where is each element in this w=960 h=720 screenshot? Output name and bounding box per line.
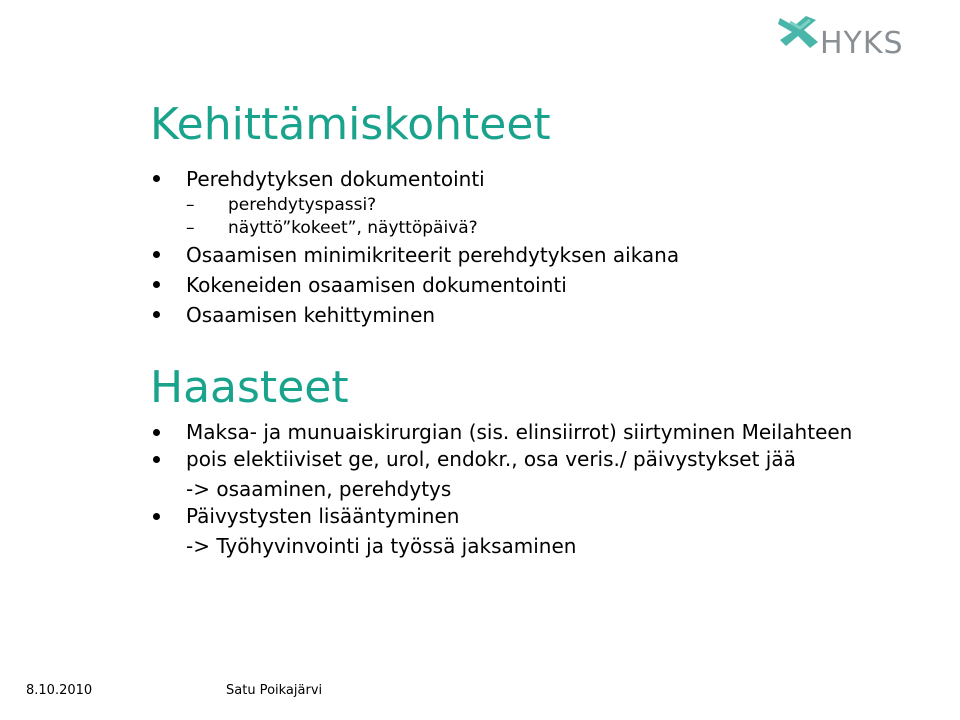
sub-list [150,194,940,240]
bullet-icon [153,281,160,288]
bullet-icon [153,429,160,436]
list-item [150,420,940,444]
improvement-list [150,164,940,330]
list-item [150,447,940,471]
list-item [150,270,940,300]
hyks-logo [776,12,916,60]
list-item-text: pois elektiiviset ge, urol, endokr., osa veris./ päivystykset jää [186,447,796,471]
list-item-text: Kokeneiden osaamisen dokumentointi [186,273,567,297]
list-item-text: Perehdytyksen dokumentointi [186,167,485,191]
bullet-icon [153,456,160,463]
bullet-icon [153,175,160,182]
bullet-icon [153,513,160,520]
list-item-continuation [150,474,940,504]
dash-icon: – [186,218,195,238]
bullet-icon [153,251,160,258]
sub-list-item-text: näyttö”kokeet”, näyttöpäivä? [228,218,478,238]
list-item [150,300,940,330]
list-item-continuation [150,531,940,561]
heading-kehittamiskohteet: Kehittämiskohteet [150,99,551,150]
list-item [150,164,940,194]
logo-text: HYKS [820,26,904,61]
list-item-text: Osaamisen minimikriteerit perehdytyksen aikana [186,243,680,267]
footer-author: Satu Poikajärvi [226,683,323,698]
list-item-text: Osaamisen kehittyminen [186,303,436,327]
sub-list-item-text: perehdytyspassi? [228,195,377,215]
list-item-text: -> osaaminen, perehdytys [186,477,452,501]
list-item-text: Maksa- ja munuaiskirurgian (sis. elinsiirrot) siirtyminen Meilahteen [186,420,853,444]
dash-icon: – [186,195,195,215]
footer-date: 8.10.2010 [26,683,93,698]
list-item-text: -> Työhyvinvointi ja työssä jaksaminen [186,534,577,558]
list-item [150,504,940,528]
bullet-icon [153,311,160,318]
heading-haasteet: Haasteet [150,362,349,413]
list-item-text: Päivystysten lisääntyminen [186,504,460,528]
hyks-cross-icon [776,12,822,52]
sub-list-item [186,194,940,217]
list-item [150,240,940,270]
challenges-list [150,420,940,561]
sub-list-item [186,217,940,240]
